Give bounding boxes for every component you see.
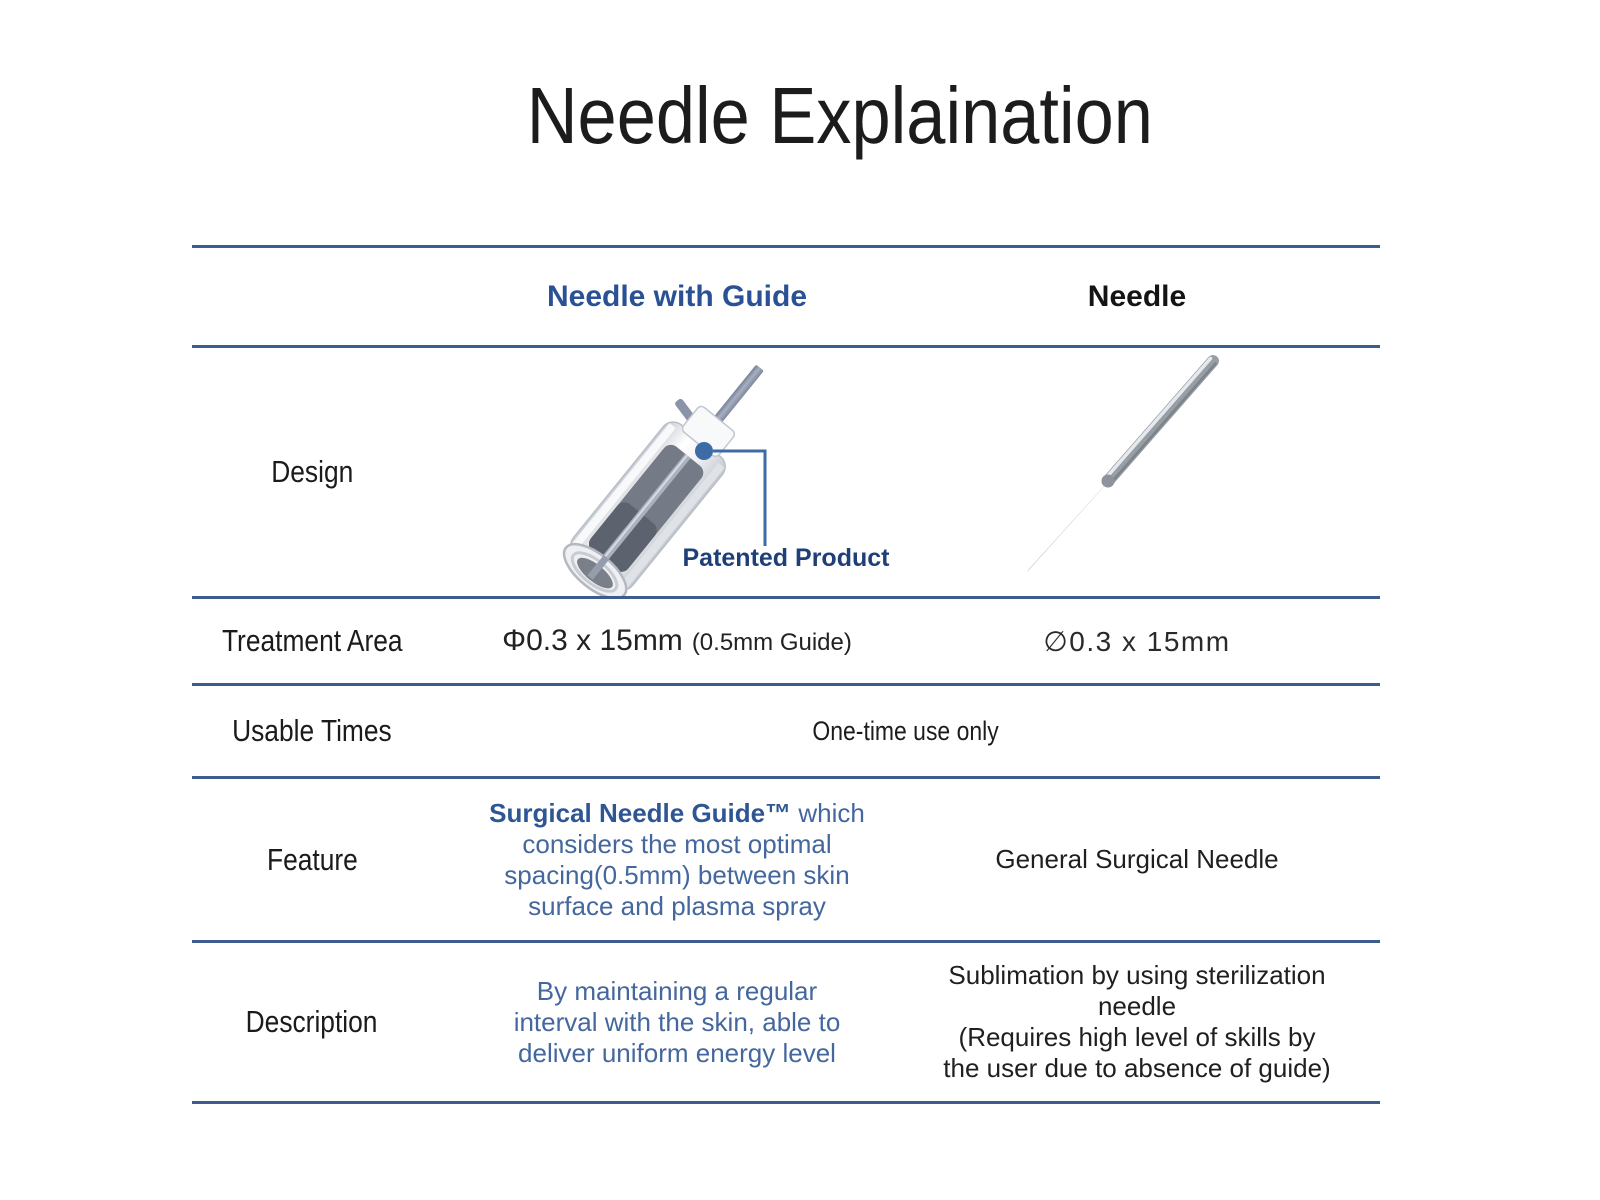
header-empty-cell — [192, 248, 432, 345]
patented-product-callout-label — [680, 544, 892, 573]
comparison-table — [192, 245, 1380, 1104]
usable-times-row-label — [192, 686, 432, 776]
description-row — [192, 943, 1380, 1104]
row-label-text: Treatment Area — [221, 623, 403, 658]
text-line: interval with the skin, able to — [513, 1006, 841, 1037]
feature-row-label — [192, 779, 432, 940]
page-title-text: Needle Explaination — [526, 71, 1154, 160]
row-label-text: Feature — [266, 841, 358, 877]
text-line: spacing(0.5mm) between skin — [504, 859, 850, 890]
callout-text: Patented Product — [682, 544, 890, 572]
description-needle-value — [922, 943, 1380, 1101]
feature-lead-text: Surgical Needle Guide™ — [489, 797, 792, 828]
treatment-size-value: Φ0.3 x 15mm — [502, 624, 683, 657]
treatment-area-row-label — [192, 599, 432, 683]
row-label-text: Description — [246, 1004, 378, 1039]
feature-rest-text: which — [791, 797, 865, 828]
design-row-label — [192, 348, 432, 596]
text-line: considers the most optimal — [522, 828, 832, 859]
text-line: (Requires high level of skills by — [958, 1022, 1316, 1052]
usable-times-value — [432, 686, 1380, 776]
design-row — [192, 348, 1380, 599]
design-needle-with-guide-cell — [432, 348, 922, 596]
treatment-size-value: ∅0.3 x 15mm — [1043, 625, 1231, 657]
feature-needle-text: General Surgical Needle — [995, 844, 1279, 874]
table-header-row — [192, 248, 1380, 348]
text-line: deliver uniform energy level — [518, 1037, 836, 1068]
column-header-label: Needle with Guide — [546, 279, 808, 313]
treatment-area-guide-value — [432, 599, 922, 683]
column-header-label: Needle — [1087, 279, 1187, 313]
text-line: needle — [1097, 991, 1177, 1021]
description-guide-value — [432, 943, 922, 1101]
feature-row — [192, 779, 1380, 943]
text-line — [489, 798, 865, 829]
row-label-text: Design — [270, 454, 354, 489]
treatment-guide-note: (0.5mm Guide) — [691, 629, 852, 656]
text-line: Sublimation by using sterilization — [948, 960, 1326, 990]
needle-illustration — [922, 348, 1380, 596]
treatment-area-row — [192, 599, 1380, 686]
feature-needle-value — [922, 779, 1380, 940]
text-line: By maintaining a regular — [536, 975, 818, 1006]
column-header-needle-with-guide — [432, 248, 922, 345]
feature-guide-value — [432, 779, 922, 940]
usable-times-text: One-time use only — [812, 715, 1000, 746]
text-line: the user due to absence of guide) — [943, 1053, 1331, 1083]
row-label-text: Usable Times — [232, 713, 392, 748]
page-title — [40, 72, 1600, 160]
callout-dot-icon — [695, 442, 713, 460]
design-needle-cell — [922, 348, 1380, 596]
column-header-needle — [922, 248, 1380, 345]
treatment-area-needle-value — [922, 599, 1380, 683]
description-row-label — [192, 943, 432, 1101]
usable-times-row — [192, 686, 1380, 779]
text-line: surface and plasma spray — [528, 890, 826, 921]
